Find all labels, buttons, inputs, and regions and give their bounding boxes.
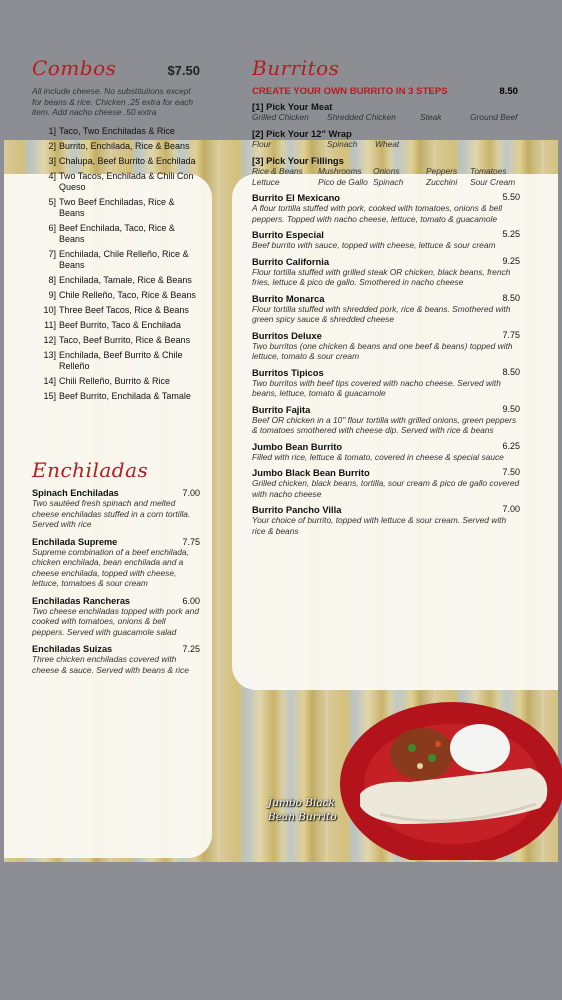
- burrito-name: Jumbo Bean Burrito: [252, 440, 343, 452]
- step-fillings: [252, 155, 522, 188]
- burrito-item: [252, 441, 520, 463]
- enchilada-item: [32, 644, 200, 675]
- combos-note: All include cheese. No substitutions except for beans & rice. Chicken .25 extra for each item. Add nacho cheese .50 extra: [32, 86, 194, 117]
- burrito-desc: Beef burrito with sauce, topped with cheese, lettuce & sour cream: [252, 240, 496, 250]
- build-your-own-header: [252, 86, 518, 97]
- combo-number: 6]: [48, 223, 56, 233]
- sour-cream: [450, 724, 510, 772]
- combo-number: 9]: [48, 290, 56, 300]
- combo-item: [32, 223, 202, 245]
- enchilada-price: 7.00: [182, 488, 200, 498]
- combo-item: [32, 275, 202, 286]
- option: Flour: [252, 139, 272, 149]
- burrito-price: 5.50: [502, 192, 520, 202]
- option: Spinach: [373, 177, 404, 187]
- enchilada-desc: Two cheese enchiladas topped with pork and cooked with tomatoes, onions & bell peppers. Served with guacamole salad: [32, 605, 199, 637]
- option: Onions: [373, 166, 400, 176]
- burritos-list: [252, 192, 520, 541]
- photo-caption: [268, 796, 337, 824]
- burrito-name: Burritos Tipicos: [252, 366, 324, 378]
- enchiladas-title: Enchiladas: [32, 458, 149, 482]
- combo-text: Burrito, Enchilada, Rice & Beans: [59, 141, 190, 151]
- burrito-desc: Flour tortilla stuffed with grilled steak OR chicken, black beans, french fries, lettuce & pico de gallo. Smothered in nacho cheese: [252, 266, 511, 287]
- combo-text: Chili Relleño, Burrito & Rice: [59, 376, 171, 386]
- step-fillings-row2: [252, 177, 522, 188]
- option: Lettuce: [252, 177, 280, 187]
- combo-number: 5]: [48, 197, 56, 207]
- step-meat-label: [1] Pick Your Meat: [252, 101, 333, 112]
- combo-item: [32, 320, 202, 331]
- combo-text: Chalupa, Beef Burrito & Enchilada: [59, 156, 196, 166]
- combo-text: Two Beef Enchiladas, Rice & Beans: [59, 197, 175, 218]
- combo-text: Three Beef Tacos, Rice & Beans: [59, 305, 189, 315]
- combo-text: Beef Burrito, Enchilada & Tamale: [59, 391, 191, 401]
- burrito-desc: Grilled chicken, black beans, tortilla, sour cream & pico de gallo covered with nacho cheese: [252, 478, 520, 499]
- step-meat-options: [252, 112, 522, 123]
- step-wrap-options: [252, 139, 522, 150]
- burrito-price: 8.50: [502, 292, 520, 303]
- option: Sour Cream: [470, 177, 516, 187]
- enchilada-item: [32, 596, 200, 638]
- step-fillings-label: [3] Pick Your Fillings: [252, 155, 344, 166]
- combo-number: 14]: [43, 376, 56, 386]
- combo-number: 11]: [44, 320, 56, 330]
- burrito-desc: A flour tortilla stuffed with pork, cooked with tomatoes, onions & bell peppers. Topped with nacho cheese, lettuce, tomato & guacamole: [252, 203, 503, 224]
- combos-header: [32, 56, 200, 80]
- enchilada-price: 7.25: [182, 644, 200, 654]
- combo-number: 10]: [43, 305, 56, 315]
- photo-caption-line2: Bean Burrito: [268, 811, 337, 823]
- option: Mushrooms: [318, 166, 362, 176]
- enchilada-item: [32, 488, 200, 530]
- burrito-item: [252, 256, 520, 288]
- burrito-item: [252, 367, 520, 399]
- combo-item: [32, 126, 202, 137]
- combo-text: Two Tacos, Enchilada & Chili Con Queso: [59, 171, 194, 192]
- combo-text: Beef Burrito, Taco & Enchilada: [59, 320, 181, 330]
- combo-text: Beef Enchilada, Taco, Rice & Beans: [59, 223, 175, 244]
- burrito-photo: [340, 696, 562, 860]
- enchilada-price: 6.00: [182, 595, 200, 606]
- option: Peppers: [426, 166, 458, 176]
- burrito-desc: Your choice of burrito, topped with lettuce & sour cream. Served with rice & beans: [252, 515, 507, 536]
- burrito-item: [252, 330, 520, 362]
- combo-number: 1]: [48, 126, 56, 136]
- combo-number: 13]: [43, 350, 56, 360]
- combo-number: 8]: [48, 275, 56, 285]
- step-fillings-row1: [252, 166, 522, 177]
- burrito-name: Jumbo Black Bean Burrito: [252, 467, 370, 478]
- combos-title: Combos: [32, 56, 117, 80]
- combo-number: 12]: [43, 335, 56, 345]
- option: Shredded Chicken: [327, 112, 396, 122]
- combo-item: [32, 249, 202, 271]
- combo-item: [32, 391, 202, 402]
- build-your-own-title: CREATE YOUR OWN BURRITO IN 3 STEPS: [252, 86, 448, 97]
- enchilada-price: 7.75: [182, 536, 200, 547]
- option: Wheat: [375, 139, 400, 149]
- burrito-item: [252, 229, 520, 251]
- enchilada-name: Enchiladas Rancheras: [32, 595, 131, 606]
- enchilada-desc: Three chicken enchiladas covered with cheese & sauce. Served with beans & rice: [32, 654, 189, 675]
- combo-item: [32, 305, 202, 316]
- step-meat: [252, 101, 522, 123]
- combo-item: [32, 156, 202, 167]
- burrito-price: 7.50: [502, 467, 520, 477]
- combos-price: $7.50: [167, 63, 200, 78]
- step-wrap: [252, 128, 522, 150]
- burrito-desc: Two burritos with beef tips covered with nacho cheese. Served with beans, lettuce, tomato & guacamole: [252, 377, 501, 398]
- combo-text: Enchilada, Tamale, Rice & Beans: [59, 275, 192, 285]
- burrito-desc: Filled with rice, lettuce & tomato, covered in cheese & special sauce: [252, 451, 504, 462]
- burrito-item: [252, 192, 520, 224]
- burrito-name: Burrito El Mexicano: [252, 192, 341, 203]
- combo-text: Chile Relleño, Taco, Rice & Beans: [59, 290, 196, 300]
- burrito-price: 6.25: [502, 440, 520, 451]
- burrito-price: 7.75: [502, 329, 520, 340]
- combo-text: Taco, Two Enchiladas & Rice: [59, 126, 175, 136]
- combo-item: [32, 171, 202, 193]
- enchilada-name: Enchiladas Suizas: [32, 644, 113, 654]
- enchilada-desc: Supreme combination of a beef enchilada, chicken enchilada, bean enchilada and a cheese enchilada, topped with cheese, lettuce, tomatoes & sour cream: [32, 546, 189, 588]
- option: Grilled Chicken: [252, 112, 309, 122]
- combo-text: Taco, Beef Burrito, Rice & Beans: [59, 335, 191, 345]
- burritos-title: Burritos: [252, 56, 340, 80]
- combo-number: 3]: [48, 156, 56, 166]
- build-your-own-price: 8.50: [499, 86, 518, 97]
- burrito-price: 8.50: [502, 366, 520, 377]
- combo-item: [32, 290, 202, 301]
- burrito-price: 9.25: [502, 255, 520, 266]
- burrito-name: Burrito California: [252, 255, 330, 267]
- combo-list: [32, 126, 202, 406]
- burrito-desc: Flour tortilla stuffed with shredded pork, rice & beans. Smothered with green spicy sauce & shredded cheese: [252, 303, 511, 324]
- option: Ground Beef: [470, 112, 518, 122]
- enchilada-name: Spinach Enchiladas: [32, 488, 119, 498]
- pico-de-gallo: [390, 728, 454, 780]
- burrito-item: [252, 467, 520, 499]
- burrito-item: [252, 404, 520, 436]
- burrito-name: Burrito Monarca: [252, 292, 325, 304]
- combo-item: [32, 141, 202, 152]
- option: Pico de Gallo: [318, 177, 368, 187]
- burrito-name: Burrito Pancho Villa: [252, 504, 342, 515]
- enchiladas-list: [32, 488, 200, 682]
- burrito-item: [252, 293, 520, 325]
- burrito-name: Burritos Deluxe: [252, 329, 322, 341]
- option: Spinach: [327, 139, 358, 149]
- combo-text: Enchilada, Chile Relleño, Rice & Beans: [59, 249, 189, 270]
- combo-item: [32, 350, 202, 372]
- enchilada-item: [32, 537, 200, 589]
- combo-item: [32, 197, 202, 219]
- burrito-price: 7.00: [502, 504, 520, 514]
- burrito-price: 9.50: [502, 403, 520, 414]
- photo-caption-line1: Jumbo Black: [268, 797, 335, 809]
- burrito-desc: Two burritos (one chicken & beans and one beef & beans) topped with lettuce, tomato & sour cream: [252, 340, 513, 361]
- option: Rice & Beans: [252, 166, 303, 176]
- combo-text: Enchilada, Beef Burrito & Chile Relleño: [59, 350, 183, 371]
- combo-number: 4]: [48, 171, 56, 181]
- option: Tomatoes: [470, 166, 507, 176]
- burrito-price: 5.25: [502, 229, 520, 239]
- step-wrap-label: [2] Pick Your 12" Wrap: [252, 128, 352, 139]
- combo-item: [32, 335, 202, 346]
- enchilada-name: Enchilada Supreme: [32, 536, 118, 547]
- option: Zucchini: [426, 177, 458, 187]
- burrito-name: Burrito Fajita: [252, 403, 311, 415]
- combo-item: [32, 376, 202, 387]
- burrito-desc: Beef OR chicken in a 10" flour tortilla with grilled onions, green peppers & tomatoes smothered with cheese dip. Served with rice & beans: [252, 414, 517, 435]
- burrito-name: Burrito Especial: [252, 229, 324, 240]
- combo-number: 7]: [48, 249, 56, 259]
- burrito-item: [252, 504, 520, 536]
- combo-number: 2]: [48, 141, 56, 151]
- enchilada-desc: Two sautéed fresh spinach and melted cheese enchiladas stuffed in a corn tortilla. Served with rice: [32, 498, 191, 529]
- combo-number: 15]: [43, 391, 56, 401]
- option: Steak: [420, 112, 442, 122]
